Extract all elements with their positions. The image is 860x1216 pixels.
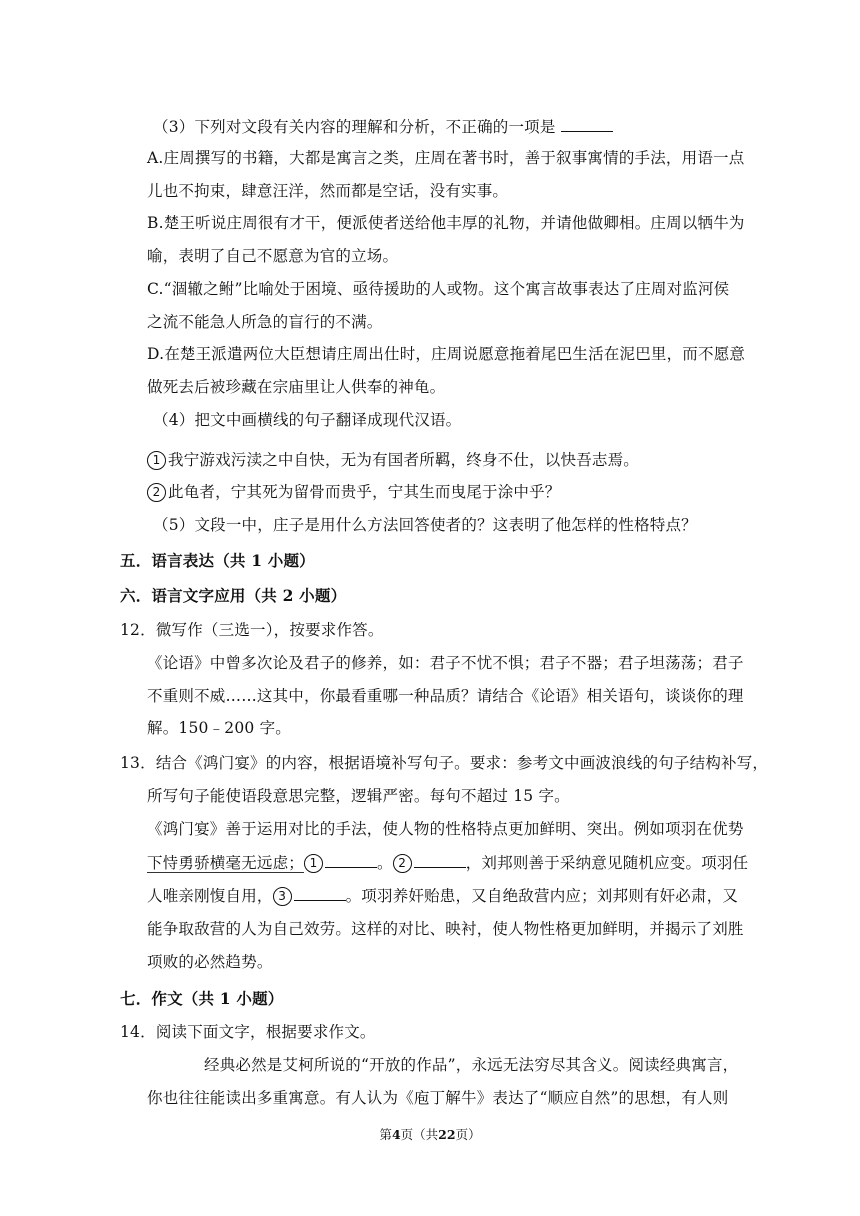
current-page-number: 4 xyxy=(391,1127,401,1142)
fill-blank-3 xyxy=(294,884,346,901)
q13-passage-line-1: 《鸿门宴》善于运用对比的手法，使人物的性格特点更加鲜明、突出。例如项羽在优势 xyxy=(147,820,744,838)
q3-option-c-line2: 之流不能急人所急的盲行的不满。 xyxy=(147,313,383,331)
q13-text: 人唯亲刚愎自用， xyxy=(147,887,273,905)
q3-stem-text: （3）下列对文段有关内容的理解和分析，不正确的一项是 xyxy=(153,118,556,136)
q12-line-3: 解。150﹣200 字。 xyxy=(147,719,291,737)
circled-number-1: 1 xyxy=(147,451,166,470)
answer-blank xyxy=(561,115,613,132)
q14-stem: 14．阅读下面文字，根据要求作文。 xyxy=(120,1023,376,1041)
q5-stem: （5）文段一中，庄子是用什么方法回答使者的？这表明了他怎样的性格特点？ xyxy=(153,516,697,534)
footer-text: 页） xyxy=(455,1127,481,1142)
q13-text: 。 xyxy=(377,854,393,872)
q3-option-b-line2: 喻，表明了自己不愿意为官的立场。 xyxy=(147,247,399,265)
q4-sentence-1 xyxy=(147,449,639,471)
q3-option-a-line1: A.庄周撰写的书籍，大都是寓言之类，庄周在著书时，善于叙事寓情的手法，用语一点 xyxy=(147,149,745,167)
circled-number-2: 2 xyxy=(147,483,166,502)
q4-stem: （4）把文中画横线的句子翻译成现代汉语。 xyxy=(153,411,462,429)
q13-passage-line-4: 能争取敌营的人为自己效劳。这样的对比、映衬，使人物性格更加鲜明，并揭示了刘胜 xyxy=(147,920,744,938)
q13-stem-line-2: 所写句子能使语段意思完整，逻辑严密。每句不超过 15 字。 xyxy=(147,787,570,805)
fill-blank-1 xyxy=(325,851,377,868)
q13-passage-line-5: 项败的必然趋势。 xyxy=(147,953,273,971)
section-5-heading: 五．语言表达（共 1 小题） xyxy=(120,551,315,570)
q3-option-a-line2: 儿也不拘束，肆意汪洋，然而都是空话，没有实事。 xyxy=(147,182,509,200)
q14-passage-line-1: 经典必然是艾柯所说的“开放的作品”，永远无法穷尽其含义。阅读经典寓言， xyxy=(204,1056,739,1074)
q4-sentence-1-text: 我宁游戏污渎之中自快，无为有国者所羁，终身不仕，以快吾志焉。 xyxy=(168,451,640,469)
q12-line-1: 《论语》中曾多次论及君子的修养，如：君子不忧不惧；君子不器；君子坦荡荡；君子 xyxy=(147,654,744,672)
q13-text: ，刘邦则善于采纳意见随机应变。项羽任 xyxy=(465,854,749,872)
q13-stem-line-1: 13．结合《鸿门宴》的内容，根据语境补写句子。要求：参考文中画波浪线的句子结构补写， xyxy=(120,754,769,772)
q3-option-d-line2: 做死去后被珍藏在宗庙里让人供奉的神龟。 xyxy=(147,378,446,396)
q13-passage-line-3 xyxy=(147,884,738,907)
circled-number-1: 1 xyxy=(304,854,323,873)
q4-sentence-2-text: 此龟者，宁其死为留骨而贵乎，宁其生而曳尾于涂中乎？ xyxy=(168,483,561,501)
q3-option-c-line1: C.“涸辙之鲋”比喻处于困境、亟待援助的人或物。这个寓言故事表达了庄周对监河侯 xyxy=(147,280,730,298)
section-7-heading: 七．作文（共 1 小题） xyxy=(120,989,284,1008)
q13-passage-line-2 xyxy=(147,851,748,874)
section-6-heading: 六．语言文字应用（共 2 小题） xyxy=(120,586,347,605)
q12-stem: 12．微写作（三选一），按要求作答。 xyxy=(120,621,384,639)
circled-number-3: 3 xyxy=(273,887,292,906)
wavy-underlined-sentence: 下恃勇骄横毫无远虑； xyxy=(147,854,305,872)
q3-option-b-line1: B.楚王听说庄周很有才干，便派使者送给他丰厚的礼物，并请他做卿相。庄周以牺牛为 xyxy=(147,214,745,232)
q3-option-d-line1: D.在楚王派遣两位大臣想请庄周出仕时，庄周说愿意拖着尾巴生活在泥巴里，而不愿意 xyxy=(147,345,746,363)
q12-line-2: 不重则不威……这其中，你最看重哪一种品质？请结合《论语》相关语句，谈谈你的理 xyxy=(147,687,744,705)
q4-sentence-2 xyxy=(147,481,561,503)
q14-passage-line-2: 你也往往能读出多重寓意。有人认为《庖丁解牛》表达了“顺应自然”的思想，有人则 xyxy=(147,1089,729,1107)
page-footer xyxy=(0,1125,860,1143)
q3-stem xyxy=(153,115,613,138)
total-pages-number: 22 xyxy=(438,1127,456,1142)
footer-text: 第 xyxy=(379,1127,392,1142)
fill-blank-2 xyxy=(414,851,466,868)
q13-text: 。项羽养奸贻患，又自绝敌营内应；刘邦则有奸必肃，又 xyxy=(345,887,739,905)
footer-text: 页（共 xyxy=(400,1127,439,1142)
circled-number-2: 2 xyxy=(393,854,412,873)
